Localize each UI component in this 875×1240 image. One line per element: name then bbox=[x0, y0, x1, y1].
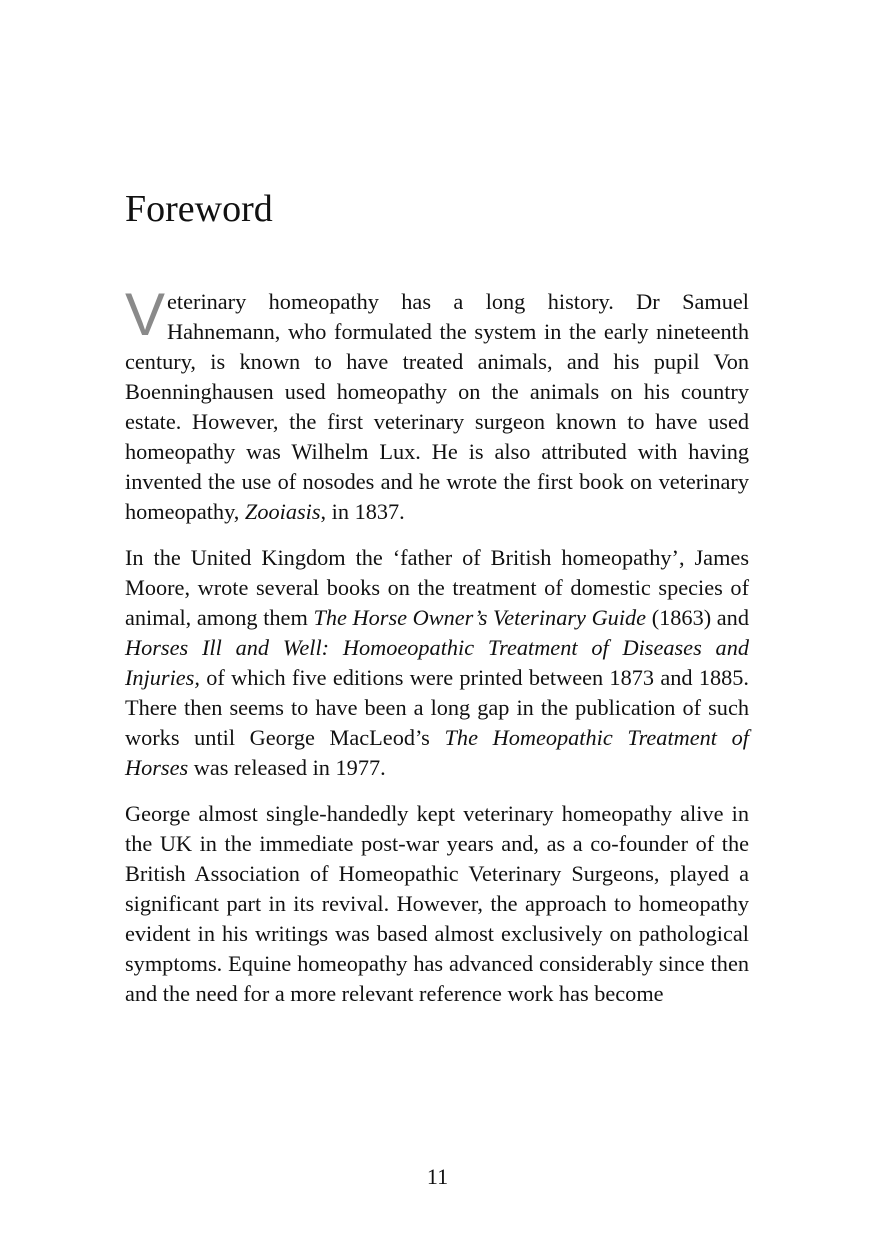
paragraph-2 bbox=[125, 543, 749, 783]
text-segment: of which five editions were printed between 1873 and 1885. There then seems to have been a long gap in the publication of such works until George MacLeod’s bbox=[125, 665, 749, 750]
text-segment: (1863) and bbox=[646, 605, 749, 630]
text-segment: George almost single-handedly kept veterinary homeopathy alive in the UK in the immediate post-war years and, as a co-founder of the British Association of Homeopathic Veterinary Surgeons, played a significant part in its revival. However, the approach to homeopathy evident in his writings was based almost exclusively on pathological symptoms. Equine homeopathy has advanced considerably since then and the need for a more relevant reference work has become bbox=[125, 801, 749, 1006]
drop-cap: V bbox=[125, 281, 166, 348]
paragraph-3 bbox=[125, 799, 749, 1009]
paragraph-1 bbox=[125, 281, 749, 527]
text-segment: eterinary homeopathy has a long history. Dr Samuel Hahnemann, who formulated the system in the early nineteenth century, is known to have treated animals, and his pupil Von Boenninghausen used homeopathy on the animals on his country estate. However, the first veterinary surgeon known to have used homeopathy was Wilhelm Lux. He is also attributed with having invented the use of nosodes and he wrote the first book on veterinary homeopathy, bbox=[125, 289, 749, 524]
book-title-horse-owners-guide: The Horse Owner’s Veterinary Guide bbox=[313, 605, 647, 630]
text-segment: In the United Kingdom the ‘father of British homeopathy’, James Moore, wrote several books on the treatment of domestic species of animal, among them bbox=[125, 545, 749, 630]
text-segment: , in 1837. bbox=[320, 499, 405, 524]
text-segment: was released in 1977. bbox=[188, 755, 386, 780]
book-title-homeopathic-treatment-of-horses: The Homeopathic Treatment of Horses bbox=[125, 725, 749, 780]
chapter-heading: Foreword bbox=[125, 188, 273, 230]
book-title-horses-ill-and-well: Horses Ill and Well: Homoeopathic Treatment of Diseases and Injuries, bbox=[125, 635, 749, 690]
book-title-zooiasis: Zooiasis bbox=[244, 499, 321, 524]
page-number: 11 bbox=[426, 1164, 449, 1189]
foreword-body bbox=[125, 281, 749, 1025]
